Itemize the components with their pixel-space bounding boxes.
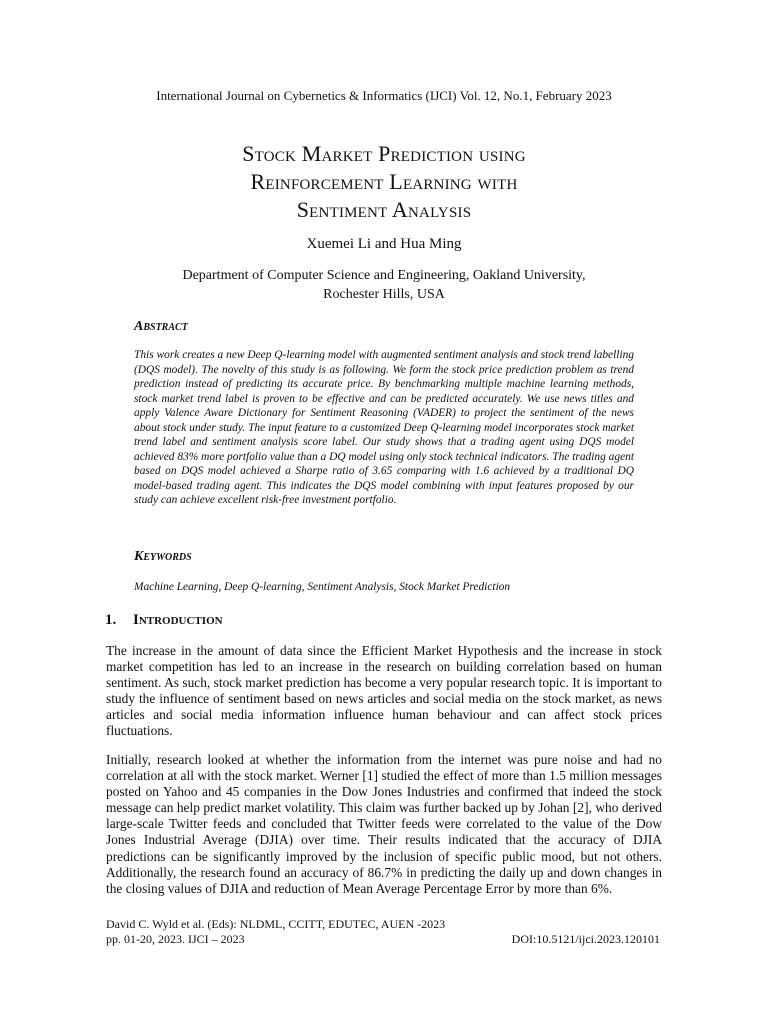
affiliation-line-2: Rochester Hills, USA xyxy=(323,287,445,302)
authors: Xuemei Li and Hua Ming xyxy=(306,236,462,252)
intro-paragraph-1: The increase in the amount of data since the Efficient Market Hypothesis and the increase in stock market competition has led to an increase in the research on building correlation based on human sentiment. As such, stock market prediction has become a very popular research topic. It is important to study the influence of sentiment based on news articles and social media on the stock market, as news articles and social media information influence human behaviour and can affect stock prices fluctuations. xyxy=(106,643,662,739)
footer-editors: David C. Wyld et al. (Eds): NLDML, CCITT, EDUTEC, AUEN -2023 xyxy=(106,917,446,931)
affiliation xyxy=(0,266,768,304)
footer-citation xyxy=(106,917,445,947)
paper-title xyxy=(0,140,768,224)
affiliation-line-1: Department of Computer Science and Engineering, Oakland University, xyxy=(182,268,586,283)
title-line-2: Reinforcement Learning with xyxy=(250,169,518,194)
footer-doi: DOI:10.5121/ijci.2023.120101 xyxy=(511,932,660,946)
introduction-heading xyxy=(105,611,223,629)
abstract-heading: Abstract xyxy=(134,319,188,334)
footer-pages: pp. 01-20, 2023. IJCI – 2023 xyxy=(106,932,245,946)
intro-paragraph-2: Initially, research looked at whether the information from the internet was pure noise and had no correlation at all with the stock market. Werner [1] studied the effect of more than 1.5 million messages posted on Yahoo and 45 companies in the Dow Jones Industries and confirmed that indeed the stock message can help predict market volatility. This claim was further backed up by Johan [2], who derived large-scale Twitter feeds and concluded that Twitter feeds were correlated to the value of the Dow Jones Industrial Average (DJIA) over time. Their results indicated that the accuracy of DJIA predictions can be significantly improved by the inclusion of specific public mood, but not others. Additionally, the research found an accuracy of 86.7% in predicting the daily up and down changes in the closing values of DJIA and reduction of Mean Average Percentage Error by more than 6%. xyxy=(106,752,662,896)
journal-header: International Journal on Cybernetics & Informatics (IJCI) Vol. 12, No.1, February 2023 xyxy=(156,88,612,103)
abstract-text: This work creates a new Deep Q-learning model with augmented sentiment analysis and stock trend labelling (DQS model). The novelty of this study is as following. We form the stock price prediction problem as trend prediction instead of predicting its accurate price. By benchmarking multiple machine learning methods, stock market trend label is proven to be effective and can be predicted accurately. We use news titles and apply Valence Aware Dictionary for Sentiment Reasoning (VADER) to project the sentiment of the news about stock under study. The input feature to a customized Deep Q-learning model incorporates stock market trend label and sentiment analysis score label. Our study shows that a trading agent using DQS model achieved 83% more portfolio value than a DQ model using only stock technical indicators. The trading agent based on DQS model achieved a Sharpe ratio of 3.65 comparing with 1.6 achieved by a traditional DQ model-based trading agent. This indicates the DQS model combining with input features proposed by our study can achieve excellent risk-free investment portfolio. xyxy=(134,349,634,506)
section-title: Introduction xyxy=(133,612,223,628)
keywords-text: Machine Learning, Deep Q-learning, Sentiment Analysis, Stock Market Prediction xyxy=(134,581,511,593)
title-line-3: Sentiment Analysis xyxy=(296,197,472,222)
keywords-heading: Keywords xyxy=(134,549,192,564)
title-line-1: Stock Market Prediction using xyxy=(242,141,526,166)
section-number: 1. xyxy=(105,612,117,628)
